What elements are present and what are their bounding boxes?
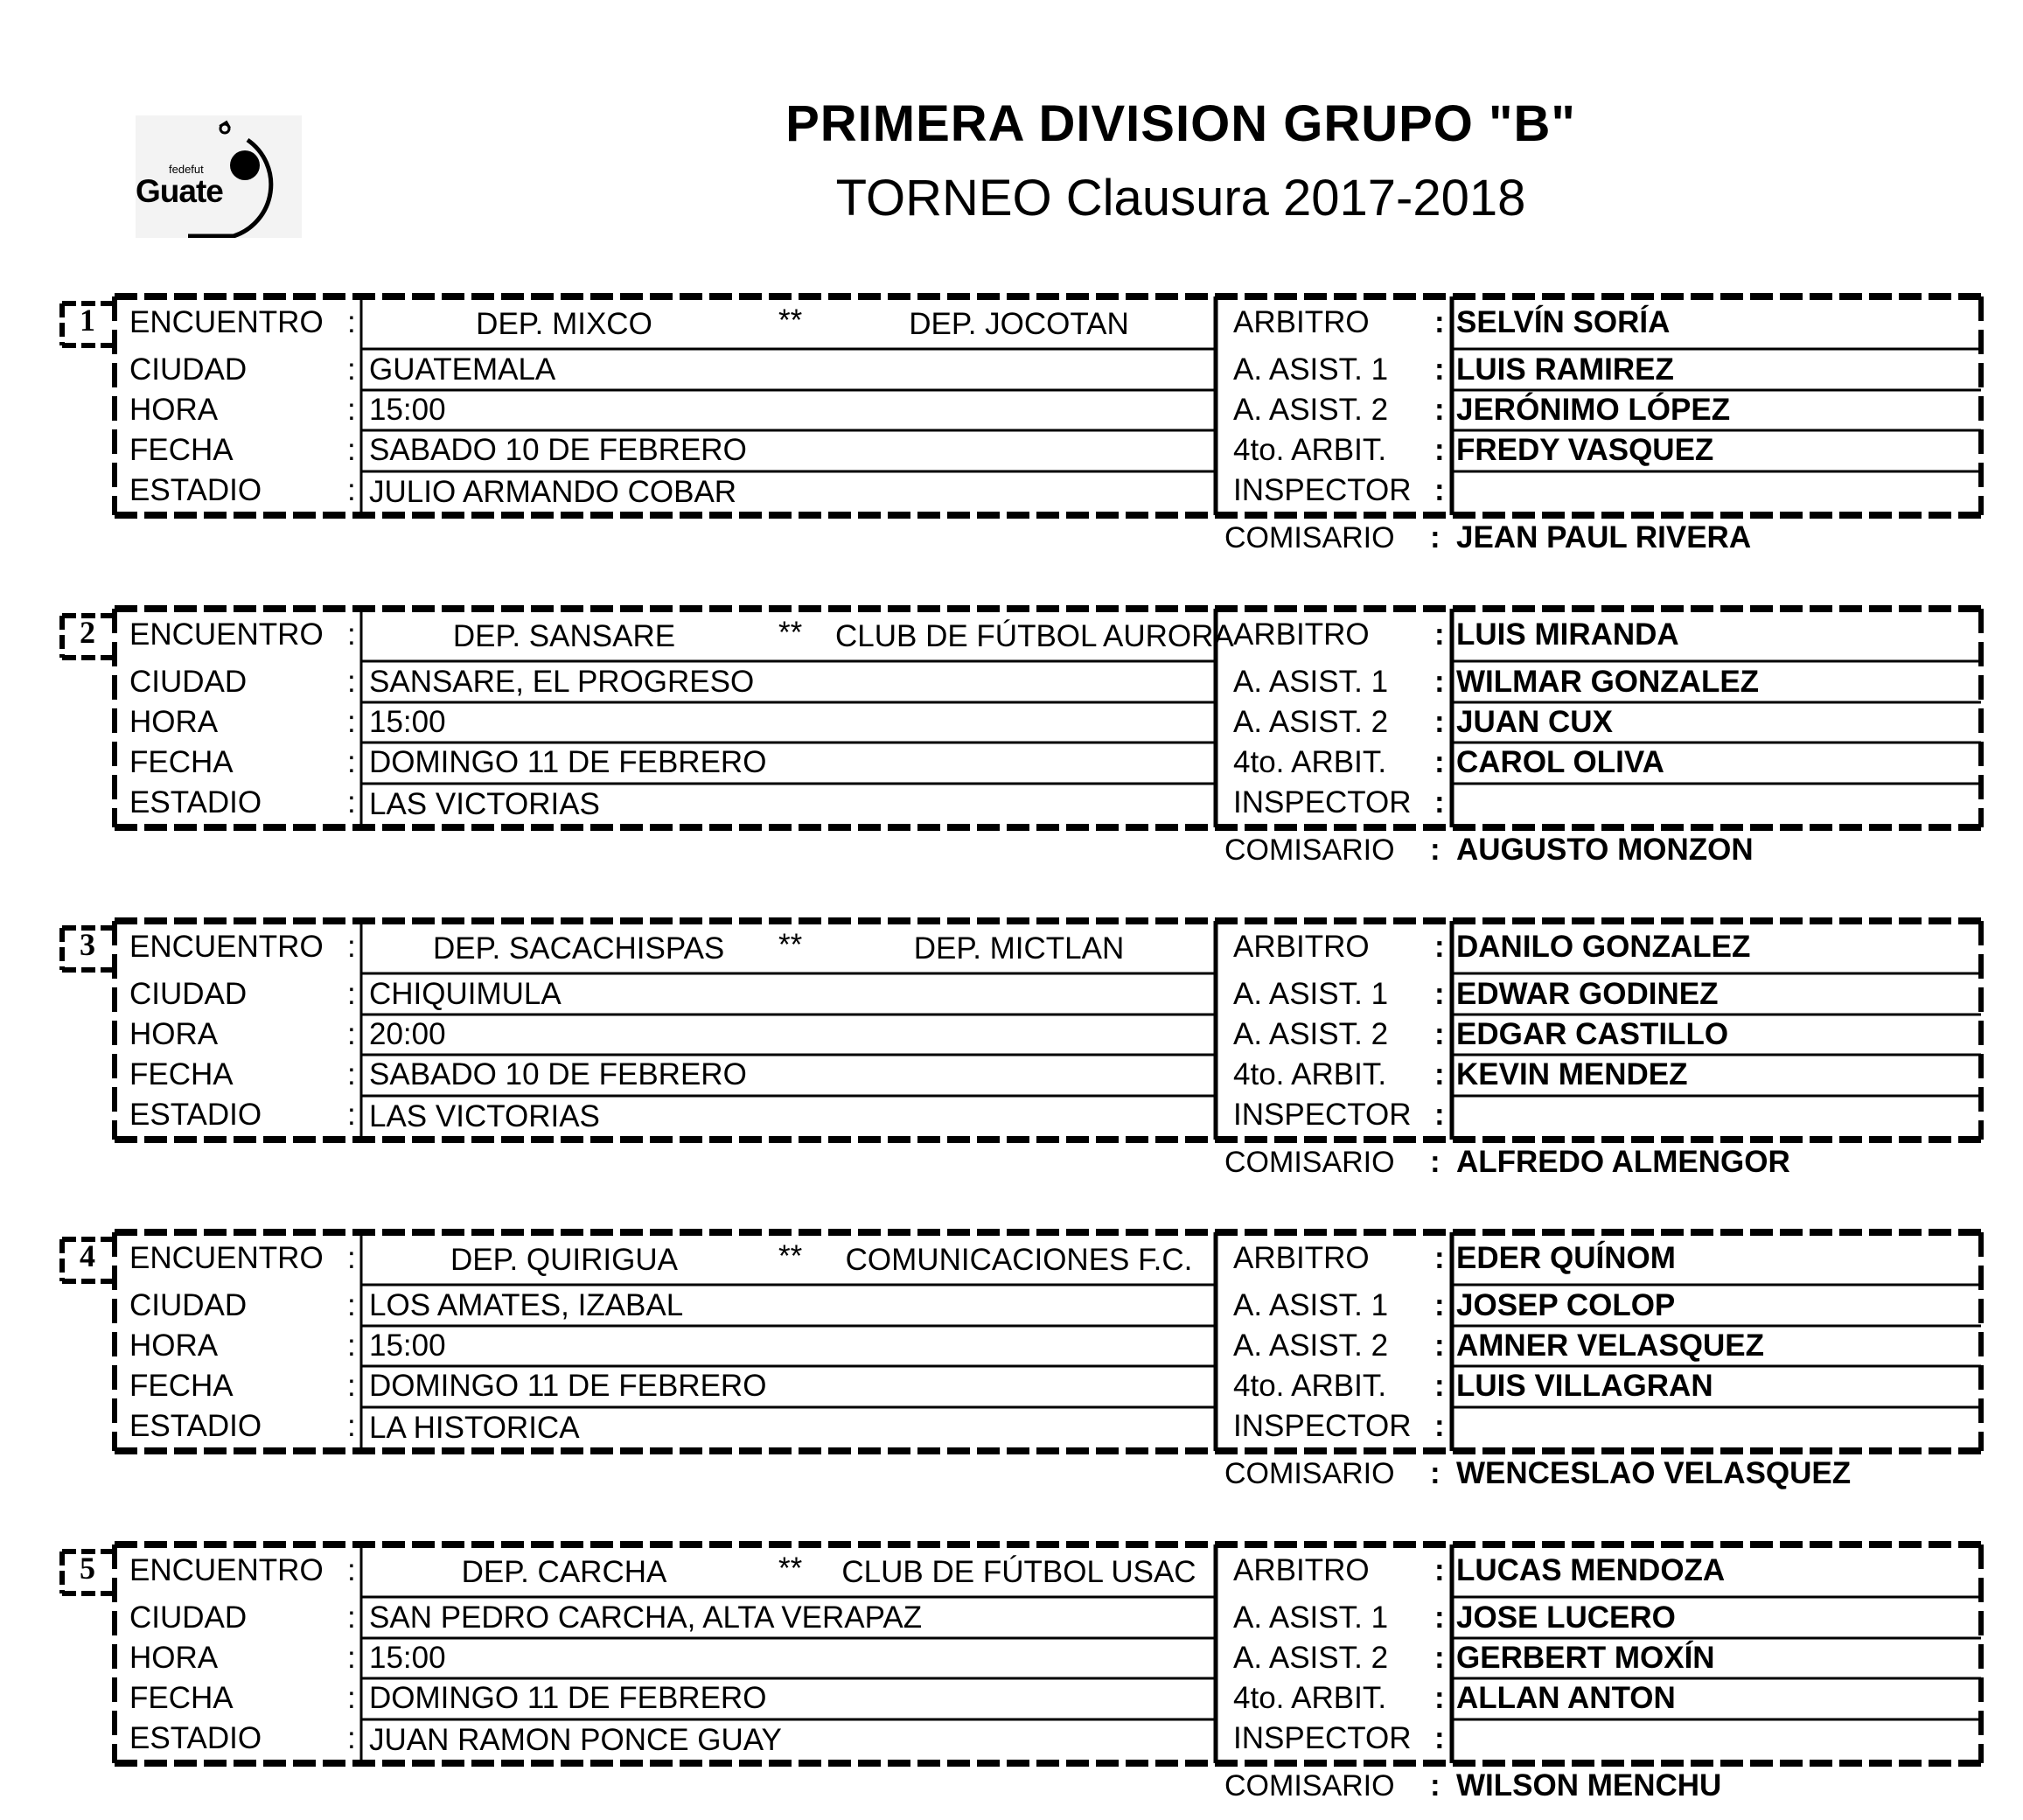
label-comisario: COMISARIO — [1224, 1769, 1395, 1803]
vs-separator: ** — [778, 303, 803, 338]
colon: : — [1434, 930, 1445, 964]
colon: : — [347, 1681, 356, 1715]
colon: : — [347, 305, 356, 339]
home-team: DEP. CARCHA — [461, 1555, 667, 1589]
colon: : — [347, 1241, 356, 1275]
label-inspector: INSPECTOR — [1233, 1721, 1412, 1755]
colon: : — [1430, 1145, 1441, 1179]
match-block — [57, 603, 1990, 866]
colon: : — [1434, 705, 1445, 739]
away-team: CLUB DE FÚTBOL USAC — [841, 1555, 1196, 1589]
colon: : — [1434, 617, 1445, 652]
colon: : — [347, 393, 356, 427]
estadio-value: LA HISTORICA — [369, 1411, 580, 1445]
label-fecha: FECHA — [129, 433, 234, 467]
colon: : — [1434, 433, 1445, 467]
label-cuarto: 4to. ARBIT. — [1233, 1057, 1387, 1091]
label-hora: HORA — [129, 1017, 219, 1051]
cuarto-value: CAROL OLIVA — [1456, 745, 1664, 779]
colon: : — [347, 433, 356, 467]
ciudad-value: LOS AMATES, IZABAL — [369, 1288, 684, 1322]
label-fecha: FECHA — [129, 745, 234, 779]
label-inspector: INSPECTOR — [1233, 785, 1412, 819]
label-estadio: ESTADIO — [129, 1409, 262, 1443]
ciudad-value: CHIQUIMULA — [369, 977, 562, 1011]
arbitro-value: EDER QUÍNOM — [1456, 1241, 1676, 1275]
estadio-value: LAS VICTORIAS — [369, 787, 600, 821]
colon: : — [347, 977, 356, 1011]
cuarto-value: KEVIN MENDEZ — [1456, 1057, 1688, 1091]
label-asist2: A. ASIST. 2 — [1233, 705, 1389, 739]
label-encuentro: ENCUENTRO — [129, 617, 324, 652]
hora-value: 15:00 — [369, 393, 446, 427]
label-comisario: COMISARIO — [1224, 521, 1395, 554]
label-ciudad: CIUDAD — [129, 1600, 248, 1635]
colon: : — [1430, 1456, 1441, 1490]
away-team: CLUB DE FÚTBOL AURORA — [835, 619, 1234, 653]
logo-brand-text: Guate — [136, 173, 223, 209]
comisario-value: ALFREDO ALMENGOR — [1456, 1145, 1790, 1179]
vs-separator: ** — [778, 1239, 803, 1273]
colon: : — [1434, 977, 1445, 1011]
colon: : — [1434, 1017, 1445, 1051]
label-encuentro: ENCUENTRO — [129, 1553, 324, 1587]
colon: : — [347, 1600, 356, 1635]
label-inspector: INSPECTOR — [1233, 473, 1412, 507]
hora-value: 20:00 — [369, 1017, 446, 1051]
label-hora: HORA — [129, 1328, 219, 1363]
estadio-value: JUAN RAMON PONCE GUAY — [369, 1723, 782, 1757]
colon: : — [347, 1098, 356, 1132]
fecha-value: SABADO 10 DE FEBRERO — [369, 433, 747, 467]
colon: : — [347, 1409, 356, 1443]
match-number: 4 — [80, 1238, 95, 1273]
colon: : — [1434, 352, 1445, 387]
asist1-value: JOSEP COLOP — [1456, 1288, 1676, 1322]
colon: : — [347, 1641, 356, 1675]
home-team: DEP. QUIRIGUA — [450, 1243, 678, 1277]
label-hora: HORA — [129, 1641, 219, 1675]
cuarto-value: ALLAN ANTON — [1456, 1681, 1676, 1715]
label-ciudad: CIUDAD — [129, 665, 248, 699]
page-subtitle: TORNEO Clausura 2017-2018 — [835, 170, 1526, 227]
colon: : — [1434, 1241, 1445, 1275]
arbitro-value: DANILO GONZALEZ — [1456, 930, 1751, 964]
colon: : — [1434, 665, 1445, 699]
away-team: COMUNICACIONES F.C. — [845, 1243, 1193, 1277]
fedefut-logo — [136, 115, 302, 238]
colon: : — [1434, 1328, 1445, 1363]
colon: : — [347, 665, 356, 699]
label-inspector: INSPECTOR — [1233, 1409, 1412, 1443]
colon: : — [1430, 833, 1441, 867]
label-asist2: A. ASIST. 2 — [1233, 1017, 1389, 1051]
label-asist1: A. ASIST. 1 — [1233, 665, 1389, 699]
match-number: 2 — [80, 615, 95, 650]
colon: : — [347, 1553, 356, 1587]
comisario-value: JEAN PAUL RIVERA — [1456, 520, 1752, 554]
label-arbitro: ARBITRO — [1233, 1553, 1370, 1587]
label-estadio: ESTADIO — [129, 785, 262, 819]
colon: : — [1434, 1057, 1445, 1091]
home-team: DEP. MIXCO — [476, 307, 652, 341]
colon: : — [347, 1369, 356, 1403]
colon: : — [1434, 785, 1445, 819]
away-team: DEP. MICTLAN — [913, 931, 1125, 966]
label-arbitro: ARBITRO — [1233, 305, 1370, 339]
colon: : — [347, 1328, 356, 1363]
colon: : — [1434, 745, 1445, 779]
match-number: 5 — [80, 1551, 95, 1586]
match-block — [57, 291, 1990, 554]
asist1-value: EDWAR GODINEZ — [1456, 977, 1719, 1011]
label-asist1: A. ASIST. 1 — [1233, 1288, 1389, 1322]
label-fecha: FECHA — [129, 1369, 234, 1403]
colon: : — [347, 1721, 356, 1755]
label-encuentro: ENCUENTRO — [129, 1241, 324, 1275]
label-asist1: A. ASIST. 1 — [1233, 977, 1389, 1011]
match-block — [57, 916, 1990, 1178]
page-title: PRIMERA DIVISION GRUPO "B" — [785, 95, 1576, 152]
colon: : — [1430, 1768, 1441, 1803]
match-block — [57, 1227, 1990, 1489]
colon: : — [347, 1288, 356, 1322]
home-team: DEP. SACACHISPAS — [433, 931, 725, 966]
estadio-value: LAS VICTORIAS — [369, 1099, 600, 1133]
ciudad-value: GUATEMALA — [369, 352, 556, 387]
vs-separator: ** — [778, 616, 803, 650]
arbitro-value: LUCAS MENDOZA — [1456, 1553, 1726, 1587]
comisario-value: WENCESLAO VELASQUEZ — [1456, 1456, 1852, 1490]
cuarto-value: FREDY VASQUEZ — [1456, 433, 1714, 467]
label-arbitro: ARBITRO — [1233, 617, 1370, 652]
vs-separator: ** — [778, 1552, 803, 1586]
hora-value: 15:00 — [369, 705, 446, 739]
colon: : — [1434, 1553, 1445, 1587]
asist2-value: GERBERT MOXÍN — [1456, 1641, 1715, 1675]
label-comisario: COMISARIO — [1224, 1457, 1395, 1490]
colon: : — [1434, 1409, 1445, 1443]
colon: : — [1434, 393, 1445, 427]
colon: : — [347, 617, 356, 652]
colon: : — [1434, 1641, 1445, 1675]
colon: : — [347, 705, 356, 739]
colon: : — [347, 352, 356, 387]
hora-value: 15:00 — [369, 1328, 446, 1363]
ciudad-value: SANSARE, EL PROGRESO — [369, 665, 755, 699]
match-number: 1 — [80, 303, 95, 338]
asist1-value: JOSE LUCERO — [1456, 1600, 1676, 1635]
hora-value: 15:00 — [369, 1641, 446, 1675]
label-asist2: A. ASIST. 2 — [1233, 1328, 1389, 1363]
label-comisario: COMISARIO — [1224, 833, 1395, 867]
estadio-value: JULIO ARMANDO COBAR — [369, 475, 737, 509]
label-cuarto: 4to. ARBIT. — [1233, 433, 1387, 467]
label-ciudad: CIUDAD — [129, 352, 248, 387]
colon: : — [347, 930, 356, 964]
home-team: DEP. SANSARE — [452, 619, 676, 653]
colon: : — [1434, 1288, 1445, 1322]
label-hora: HORA — [129, 705, 219, 739]
label-cuarto: 4to. ARBIT. — [1233, 1681, 1387, 1715]
match-block — [57, 1539, 1990, 1802]
colon: : — [1434, 1098, 1445, 1132]
comisario-value: WILSON MENCHU — [1456, 1768, 1722, 1803]
ciudad-value: SAN PEDRO CARCHA, ALTA VERAPAZ — [369, 1600, 923, 1635]
asist1-value: WILMAR GONZALEZ — [1456, 665, 1760, 699]
colon: : — [1434, 1721, 1445, 1755]
colon: : — [347, 785, 356, 819]
label-estadio: ESTADIO — [129, 473, 262, 507]
arbitro-value: SELVÍN SORÍA — [1456, 305, 1671, 339]
asist1-value: LUIS RAMIREZ — [1456, 352, 1674, 387]
fecha-value: SABADO 10 DE FEBRERO — [369, 1057, 747, 1091]
away-team: DEP. JOCOTAN — [909, 307, 1129, 341]
colon: : — [347, 473, 356, 507]
colon: : — [1434, 305, 1445, 339]
label-encuentro: ENCUENTRO — [129, 305, 324, 339]
colon: : — [1434, 1681, 1445, 1715]
colon: : — [1434, 1369, 1445, 1403]
label-fecha: FECHA — [129, 1681, 234, 1715]
label-asist1: A. ASIST. 1 — [1233, 352, 1389, 387]
asist2-value: AMNER VELASQUEZ — [1456, 1328, 1764, 1363]
label-estadio: ESTADIO — [129, 1721, 262, 1755]
colon: : — [347, 1057, 356, 1091]
label-inspector: INSPECTOR — [1233, 1098, 1412, 1132]
label-arbitro: ARBITRO — [1233, 930, 1370, 964]
colon: : — [1430, 520, 1441, 554]
colon: : — [1434, 473, 1445, 507]
asist2-value: JERÓNIMO LÓPEZ — [1456, 393, 1731, 427]
fecha-value: DOMINGO 11 DE FEBRERO — [369, 745, 767, 779]
colon: : — [347, 745, 356, 779]
colon: : — [347, 1017, 356, 1051]
label-ciudad: CIUDAD — [129, 977, 248, 1011]
logo-small-text: fedefut — [169, 163, 204, 176]
label-estadio: ESTADIO — [129, 1098, 262, 1132]
vs-separator: ** — [778, 928, 803, 962]
comisario-value: AUGUSTO MONZON — [1456, 833, 1754, 867]
arbitro-value: LUIS MIRANDA — [1456, 617, 1679, 652]
label-asist2: A. ASIST. 2 — [1233, 1641, 1389, 1675]
label-asist2: A. ASIST. 2 — [1233, 393, 1389, 427]
label-asist1: A. ASIST. 1 — [1233, 1600, 1389, 1635]
cuarto-value: LUIS VILLAGRAN — [1456, 1369, 1713, 1403]
label-fecha: FECHA — [129, 1057, 234, 1091]
label-arbitro: ARBITRO — [1233, 1241, 1370, 1275]
asist2-value: JUAN CUX — [1456, 705, 1613, 739]
label-cuarto: 4to. ARBIT. — [1233, 1369, 1387, 1403]
colon: : — [1434, 1600, 1445, 1635]
fecha-value: DOMINGO 11 DE FEBRERO — [369, 1681, 767, 1715]
fecha-value: DOMINGO 11 DE FEBRERO — [369, 1369, 767, 1403]
label-cuarto: 4to. ARBIT. — [1233, 745, 1387, 779]
label-encuentro: ENCUENTRO — [129, 930, 324, 964]
label-hora: HORA — [129, 393, 219, 427]
asist2-value: EDGAR CASTILLO — [1456, 1017, 1729, 1051]
match-number: 3 — [80, 927, 95, 962]
label-ciudad: CIUDAD — [129, 1288, 248, 1322]
label-comisario: COMISARIO — [1224, 1146, 1395, 1179]
